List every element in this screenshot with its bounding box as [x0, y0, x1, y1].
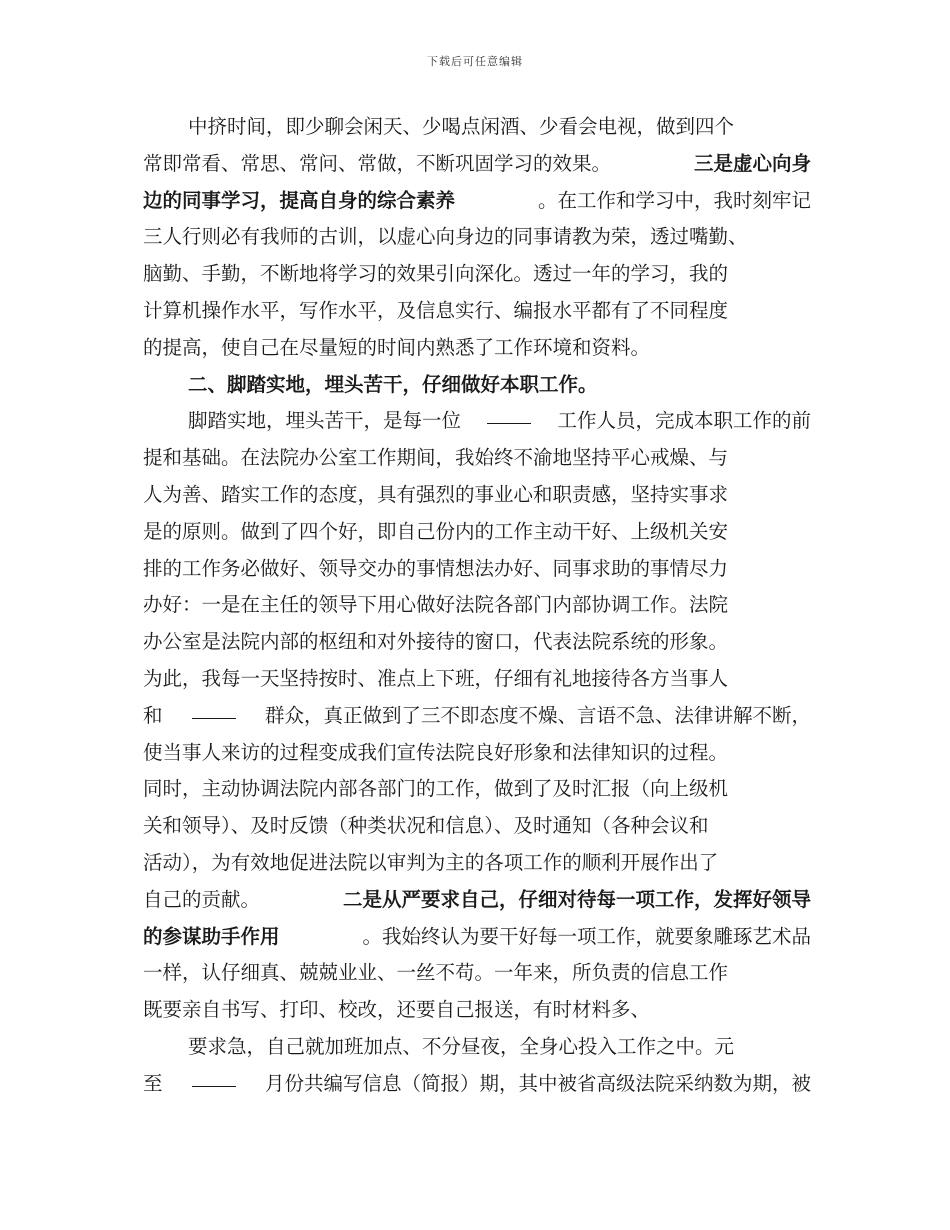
- bold-text-run: 三是虚心向身: [693, 151, 811, 175]
- text-run: 。在工作和学习中，我时刻牢记: [537, 188, 811, 212]
- text-run: 群众，真正做到了三不即态度不燥、言语不急、法律讲解不断，: [264, 703, 811, 727]
- text-line: 要求急，自己就加班加点、不分昼夜，全身心投入工作之中。元: [188, 1034, 735, 1058]
- text-line: 办公室是法院内部的枢纽和对外接待的窗口，代表法院系统的形象。: [143, 630, 729, 654]
- text-line: 使当事人来访的过程变成我们宣传法院良好形象和法律知识的过程。: [143, 740, 729, 764]
- text-line: 为此，我每一天坚持按时、准点上下班，仔细有礼地接待各方当事人: [143, 666, 729, 690]
- text-run: 自己的贡献。: [143, 887, 261, 911]
- fill-blank: [192, 1066, 236, 1087]
- text-line: [143, 698, 811, 735]
- text-run: 工作人员，完成本职工作的前: [557, 409, 811, 433]
- text-line: 人为善、踏实工作的态度，具有强烈的事业心和职责感，坚持实事求: [143, 482, 729, 506]
- text-line: 活动），为有效地促进法院以审判为主的各项工作的顺利开展作出了: [143, 850, 719, 874]
- fill-blank: [192, 698, 236, 719]
- text-run: 至: [143, 1071, 163, 1095]
- section-heading: 二、脚踏实地，埋头苦干，仔细做好本职工作。: [188, 372, 598, 396]
- text-run: 月份共编写信息（简报）期，其中被省高级法院采纳数为期，被: [264, 1071, 811, 1095]
- text-line: [143, 919, 811, 956]
- text-line: 提和基础。在法院办公室工作期间，我始终不渝地坚持平心戒燥、与: [143, 446, 729, 470]
- text-line: 是的原则。做到了四个好，即自己份内的工作主动干好、上级机关安: [143, 519, 729, 543]
- bold-text-run: 边的同事学习，提高自身的综合素养: [143, 188, 456, 212]
- text-line: 既要亲自书写、打印、校改，还要自己报送，有时材料多、: [143, 998, 651, 1022]
- text-line: 的提高，使自己在尽量短的时间内熟悉了工作环境和资料。: [143, 335, 651, 359]
- text-line: 一样，认仔细真、兢兢业业、一丝不苟。一年来，所负责的信息工作: [143, 961, 729, 985]
- text-line: 计算机操作水平，写作水平，及信息实行、编报水平都有了不同程度: [143, 298, 729, 322]
- text-run: 和: [143, 703, 163, 727]
- text-run: 脚踏实地，埋头苦干，是每一位: [188, 409, 462, 433]
- text-line: 排的工作务必做好、领导交办的事情想法办好、同事求助的事情尽力: [143, 556, 729, 580]
- text-line: 同时，主动协调法院内部各部门的工作，做到了及时汇报（向上级机: [143, 777, 729, 801]
- text-line: [143, 146, 811, 183]
- text-line: [143, 882, 811, 919]
- text-run: 。我始终认为要干好每一项工作，就要象雕琢艺术品: [362, 924, 811, 948]
- text-line: 办好：一是在主任的领导下用心做好法院各部门内部协调工作。法院: [143, 593, 729, 617]
- text-line: 脑勤、手勤，不断地将学习的效果引向深化。透过一年的学习，我的: [143, 262, 729, 286]
- page-header: 下载后可任意编辑: [427, 55, 523, 68]
- text-line: [143, 1066, 811, 1103]
- fill-blank: [487, 403, 531, 424]
- bold-text-run: 二是从严要求自己，仔细对待每一项工作，发挥好领导: [342, 887, 811, 911]
- text-line: [143, 183, 811, 220]
- document-body: [143, 109, 811, 1103]
- text-line: [143, 403, 811, 440]
- text-line: 关和领导）、及时反馈（种类状况和信息）、及时通知（各种会议和: [143, 814, 709, 838]
- text-run: 常即常看、常思、常问、常做，不断巩固学习的效果。: [143, 151, 612, 175]
- text-line: 三人行则必有我师的古训，以虚心向身边的同事请教为荣，透过嘴勤、: [143, 225, 748, 249]
- text-line: 中挤时间，即少聊会闲天、少喝点闲酒、少看会电视，做到四个: [188, 115, 735, 138]
- bold-text-run: 的参谋助手作用: [143, 924, 280, 948]
